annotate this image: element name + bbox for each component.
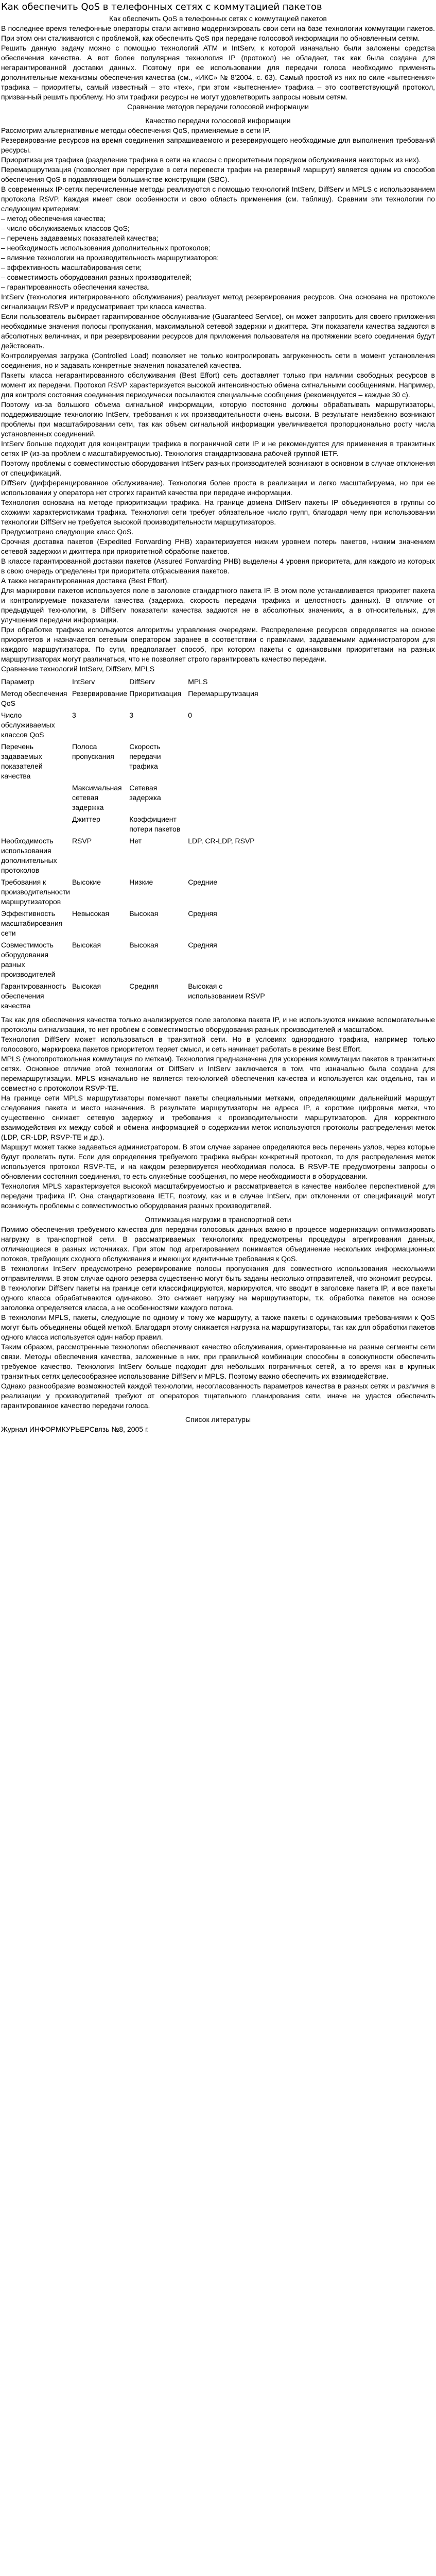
table-row xyxy=(1,876,267,908)
section-paragraph: В технологии MPLS, пакеты, следующие по одному и тому же маршруту, а также пакеты с одинаковыми требованиями к QoS могут быть объединены общей меткой. Благодаря этому снижается нагрузка на маршрутизаторы, так как для обработки пакетов одного класса используется один набор правил. xyxy=(1,1313,435,1341)
table-cell: Перечень задаваемых показателей качества xyxy=(1,742,43,780)
section-paragraph: Пакеты класса негарантированного обслуживания (Best Effort) сеть доставляет только при наличии свободных ресурсов в момент их передачи. Протокол RSVP характеризуется высокой интенсивностью обмена сигнальными сообщениями. Например, для контроля состояния соединения периодически посылаются специальные сообщения (рекомендуется – каждые 30 с). xyxy=(1,371,435,399)
section-paragraph: Приоритизация трафика (разделение трафика в сети на классы с приоритетным порядком обслуживания некоторых из них). xyxy=(1,156,421,164)
table-cell: Гарантированность обеспечения качества xyxy=(1,982,66,1010)
table-cell: Необходимость использования дополнительных протоколов xyxy=(1,837,57,874)
table-cell: LDP, CR-LDP, RSVP xyxy=(188,837,255,845)
intro-paragraph-2: Решить данную задачу можно с помощью технологий ATM и IntServ, к которой изначально были заложены средства обеспечения качества. А вот более популярная технология IP (протокол) не обладает, так как была создана для негарантированной доставки данных. Поэтому при ее использовании для передачи голоса необходимо применять дополнительные механизмы обеспечения качества (см., «ИКС» № 8'2004, с. 63). Самый простой из них по силе «вытеснения» трафика – приоритеты, самый известный – это «тех», при этом «вытеснение» трафика – это соответствующий протокол, призванный решить проблему. Но эти трафики ресурсы не могут удовлетворить запросы новым сетям. xyxy=(1,44,435,101)
table-header-cell: Параметр xyxy=(1,677,34,686)
section-paragraph: Поэтому из-за большого объема сигнальной информации, которую постоянно должны обрабатывать маршрутизаторы, поддерживающие технологию IntServ, требования к их производительности очень высоки. В результате неизбежно возникают проблемы при масштабировании сети, так как объем сигнальной информации увеличивается пропорционально росту числа установленных соединений. xyxy=(1,400,435,438)
table-row xyxy=(1,709,267,741)
criteria-item: – метод обеспечения качества; xyxy=(1,214,106,223)
criteria-item: – гарантированность обеспечения качества. xyxy=(1,283,150,291)
section-paragraph: Маршрут может также задаваться администратором. В этом случае заранее определяются весь перечень узлов, через которые будут пролегать пути. Если для определения требуемого трафика выбран конкретный протокол, то для распределения меток используется протокол RSVP-TE, и на каждом резервируется необходимая полоса. В RSVP-TE предусмотрены запросы о обновлении состояния соединения, то есть служебные сообщения, по мере необходимости в оборудовании. xyxy=(1,1143,435,1180)
table-cell: Нет xyxy=(129,837,142,845)
table-cell: Число обслуживаемых классов QoS xyxy=(1,711,55,739)
criteria-item: – необходимость использования дополнительных протоколов; xyxy=(1,244,211,252)
table-cell xyxy=(188,741,267,782)
section-heading-quality: Качество передачи голосовой информации xyxy=(145,116,291,125)
document-subtitle: Как обеспечить QoS в телефонных сетях с коммутацией пакетов xyxy=(109,14,327,23)
table-row xyxy=(1,939,267,980)
table-cell: Метод обеспечения QoS xyxy=(1,689,67,707)
table-cell: Высокие xyxy=(72,878,101,886)
table-cell: Средние xyxy=(188,878,218,886)
section-paragraph: При обработке трафика используются алгоритмы управления очередями. Распределение ресурсов определяется на основе приоритетов и назначается сетевым оператором заранее в соответствии с правилами, задаваемыми администратором для каждого маршрутизатора. По сути, предполагает способ, при котором пакеты с одинаковыми приоритетами на разных маршрутизаторах могут различаться, что не позволяет строго гарантировать качество передачи. xyxy=(1,625,435,663)
section-paragraph: Так как для обеспечения качества только анализируется поле заголовка пакета IP, и не используются никакие вспомогательные протоколы сигнализации, то нет проблем с совместимостью оборудования разных производителей и масштабом. xyxy=(1,1015,435,1033)
table-cell: 3 xyxy=(72,711,76,719)
section-paragraph: В современных IP-сетях перечисленные методы реализуются с помощью технологий IntServ, DiffServ и MPLS с использованием протокола RSVP. Каждая имеет свои особенности и свою область применения (см. таблицу). Сравним эти технологии по следующим критериям: xyxy=(1,185,435,213)
table-cell: Перемаршрутизация xyxy=(188,689,258,698)
section-paragraph: В технологии IntServ предусмотрено резервирование полосы пропускания для совместного использования несколькими отправителями. В этом случае одного резерва существенно могут быть заданы несколько отправителей, что экономит ресурсы. xyxy=(1,1264,435,1282)
table-cell xyxy=(1,782,72,814)
section-paragraph: В классе гарантированной доставки пакетов (Assured Forwarding PHB) выделены 4 уровня приоритета, для каждого из которых в свою очередь определены три приоритета отбрасывания пакетов. xyxy=(1,557,435,575)
references-heading: Список литературы xyxy=(185,1415,251,1423)
section-paragraph: Предусмотрено следующие класс QoS. xyxy=(1,528,134,536)
section-paragraph: Сравнение технологий IntServ, DiffServ, MPLS xyxy=(1,665,155,673)
table-cell: Требования к производительности маршрутизаторов xyxy=(1,878,70,906)
intro-subheading: Сравнение методов передачи голосовой информации xyxy=(127,103,309,111)
section-paragraph: IntServ больше подходит для концентрации трафика в пограничной сети IP и не рекомендуется для применения в транзитных сетях IP (из-за проблем с масштабируемостью). Технология стандартизована рабочей группой IETF. xyxy=(1,439,435,457)
section-paragraph: Перемаршрутизация (позволяет при перегрузке в сети перевести трафик на резервный маршрут) является одним из способов обеспечения QoS в подавляющем большинстве конструкции (SBC). xyxy=(1,165,435,183)
table-cell: Максимальная сетевая задержка xyxy=(72,784,122,811)
table-cell: 3 xyxy=(129,711,134,719)
table-row xyxy=(1,980,267,1012)
criteria-item: – эффективность масштабирования сети; xyxy=(1,263,142,272)
section-paragraph: В технологии DiffServ пакеты на границе сети классифицируются, маркируются, что вводит в заголовке пакета IP, и все пакеты одного класса обрабатываются одинаково. Это снижает нагрузку на маршрутизаторы, т.к. обработка пакетов на основе заголовка определяется класса, а не особенностями каждого потока. xyxy=(1,1284,435,1312)
section-paragraph: Если пользователь выбирает гарантированное обслуживание (Guaranteed Service), он может запросить для своего приложения необходимые значения полосы пропускания, максимальной сетевой задержки и джиттера. Эти показатели качества задаются в абсолютных величинах, и при резервировании ресурсов для приложения пользователя на протяжении всего соединения будут действовать. xyxy=(1,312,435,350)
criteria-item: – влияние технологии на производительность маршрутизаторов; xyxy=(1,253,219,262)
comparison-table xyxy=(1,676,267,1012)
table-cell: Высокая xyxy=(72,982,101,990)
table-header-cell: DiffServ xyxy=(129,677,155,686)
table-row xyxy=(1,782,267,814)
table-cell xyxy=(1,814,72,835)
reference-item: Журнал ИНФОРМКУРЬЕРСвязь №8, 2005 г. xyxy=(1,1425,149,1433)
table-cell: Средняя xyxy=(129,982,159,990)
section-paragraph: А также негарантированная доставка (Best Effort). xyxy=(1,577,169,585)
table-row xyxy=(1,835,267,876)
table-header-cell: MPLS xyxy=(188,677,208,686)
section-paragraph: Помимо обеспечения требуемого качества для передачи голосовых данных важно в процессе модернизации оптимизировать нагрузку в транспортной сети. В рассматриваемых технологиях предусмотрены процедуры агрегирования данных, отличающиеся в разных источниках. При этом под агрегированием понимается объединение нескольких информационных потоков, требующих сходного обслуживания и имеющих идентичные требования к QoS. xyxy=(1,1225,435,1263)
table-header-cell: IntServ xyxy=(72,677,95,686)
section-paragraph: Таким образом, рассмотренные технологии обеспечивают качество обслуживания, ориентированные на разные сегменты сети связи. Методы обеспечения качества, заложенные в них, при правильной комбинации способны в совокупности обеспечить требуемое качество. Технология IntServ больше подходит для небольших пограничных сетей, а то время как в крупных транзитных сетях целесообразнее использование DiffServ и MPLS. Поэтому важно обеспечить их взаимодействие. xyxy=(1,1343,435,1380)
section-paragraph: DiffServ (дифференцированное обслуживание). Технология более проста в реализации и легко масштабируема, но при ее использовании у оператора нет строгих гарантий качества при передаче информации. xyxy=(1,479,435,497)
table-cell: Высокая xyxy=(129,909,159,918)
table-cell xyxy=(188,814,267,835)
intro-paragraph-1: В последнее время телефонные операторы стали активно модернизировать свои сети на базе технологии коммутации пакетов. При этом они сталкиваются с проблемой, как обеспечить QoS при передаче голосовой информации по обновленным сетям. xyxy=(1,24,435,42)
section-paragraph: Контролируемая загрузка (Controlled Load) позволяет не только контролировать загруженность сети в момент установления соединения, но и задавать конкретные значения показателей качества. xyxy=(1,351,435,369)
section-paragraph: Технология MPLS характеризуется высокой масштабируемостью и рассматривается в качестве наиболее перспективной для передачи трафика IP. Она стандартизована IETF, поэтому, как и в случае IntServ, при отклонении от спецификаций могут возникнуть проблемы с совместимостью оборудования разных производителей. xyxy=(1,1182,435,1210)
section-paragraph: На границе сети MPLS маршрутизаторы помечают пакеты специальными метками, определяющими дальнейший маршрут следования пакета и место назначения. В результате маршрутизаторы не адреса IP, а короткие цифровые метки, что существенно снижает сетевую задержку и требования к производительности маршрутизаторов. Для корректного взаимодействия их между собой и обмена информацией о содержании меток используются протоколы распределения меток (LDP, CR-LDP, RSVP-TE и др.). xyxy=(1,1094,435,1141)
section-paragraph: Для маркировки пакетов используется поле в заголовке стандартного пакета IP. В этом поле устанавливается приоритет пакета и контролируемые показатели качества (задержка, скорость передачи трафика и целостность данных). В отличие от предыдущей технологии, в DiffServ показатели качества задаются не в абсолютных значениях, а в относительных, для улучшения передачи информации. xyxy=(1,586,435,624)
table-cell: Средняя xyxy=(188,941,217,949)
section-paragraph: MPLS (многопротокольная коммутация по меткам). Технология предназначена для ускорения коммутации пакетов в транзитных сетях. Основное отличие этой технологии от DiffServ и IntServ заключается в том, что изначально была создана для перемаршрутизации. MPLS изначально не является технологией обеспечения качества и используется как отдельно, так и совместно с протоколом RSVP-TE. xyxy=(1,1055,435,1092)
table-cell: Высокая xyxy=(129,941,159,949)
criteria-item: – число обслуживаемых классов QoS; xyxy=(1,224,130,232)
table-header-row xyxy=(1,676,267,688)
table-cell xyxy=(188,782,267,814)
section-paragraph: Технология основана на методе приоритизации трафика. На границе домена DiffServ пакеты IP объединяются в группы со схожими характеристиками трафика. Технология сети требует обязательное число групп, благодаря чему при использовании технологии DiffServ не требуется высокой производительности маршрутизаторов. xyxy=(1,498,435,526)
table-cell: Совместимость оборудования разных производителей xyxy=(1,941,56,978)
table-cell: Резервирование xyxy=(72,689,128,698)
section-paragraph: Срочная доставка пакетов (Expedited Forwarding PHB) характеризуется низким уровнем потерь пакетов, низким значением сетевой задержки и джиттера при приоритетной обработке пакетов. xyxy=(1,537,435,555)
section-paragraph: Поэтому проблемы с совместимостью оборудования IntServ разных производителей возникают в основном в случае отклонения от спецификаций. xyxy=(1,459,435,477)
section-paragraph: IntServ (технология интегрированного обслуживания) реализует метод резервирования ресурсов. Она основана на протоколе сигнализации RSVP и предусматривает три класса качества. xyxy=(1,293,435,311)
table-cell: 0 xyxy=(188,711,193,719)
section-paragraph: Однако разнообразие возможностей каждой технологии, несогласованность параметров качества в разных сетях и различия в реализации у производителей требуют от операторов тщательного планирования сети, иначе не удастся обеспечить гарантированное качество передачи голоса. xyxy=(1,1382,435,1410)
table-row xyxy=(1,814,267,835)
section-paragraph: Рассмотрим альтернативные методы обеспечения QoS, применяемые в сети IP. xyxy=(1,126,271,134)
section-paragraph: Технология DiffServ может использоваться в транзитной сети. Но в условиях однородного трафика, например только голосового, маркировка пакетов приоритетом теряет смысл, и сеть начинает работать в режиме Best Effort. xyxy=(1,1035,435,1053)
table-cell: Полоса пропускания xyxy=(72,742,114,760)
table-cell: Высокая с использованием RSVP xyxy=(188,982,265,1000)
criteria-item: – совместимость оборудования разных производителей; xyxy=(1,273,192,281)
section-paragraph: Резервирование ресурсов на время соединения запрашиваемого и резервирующего необходимые для выполнения требований ресурсы. xyxy=(1,136,435,154)
table-cell: Низкие xyxy=(129,878,153,886)
table-row xyxy=(1,688,267,709)
table-cell: Скорость передачи трафика xyxy=(129,742,161,770)
table-cell: Высокая xyxy=(72,941,101,949)
criteria-item: – перечень задаваемых показателей качества; xyxy=(1,234,159,242)
table-cell: Эффективность масштабирования сети xyxy=(1,909,63,937)
table-row xyxy=(1,741,267,782)
table-row xyxy=(1,908,267,939)
table-cell: Джиттер xyxy=(72,815,100,823)
table-cell: Сетевая задержка xyxy=(129,784,161,802)
table-cell: Приоритизация xyxy=(129,689,182,698)
table-cell: Невысокая xyxy=(72,909,110,918)
page-title: Как обеспечить QoS в телефонных сетях с коммутацией пакетов xyxy=(1,2,322,12)
section-heading-optimization: Оптимизация нагрузки в транспортной сети xyxy=(145,1215,291,1224)
table-cell: RSVP xyxy=(72,837,92,845)
table-cell: Средняя xyxy=(188,909,217,918)
table-cell: Коэффициент потери пакетов xyxy=(129,815,181,833)
